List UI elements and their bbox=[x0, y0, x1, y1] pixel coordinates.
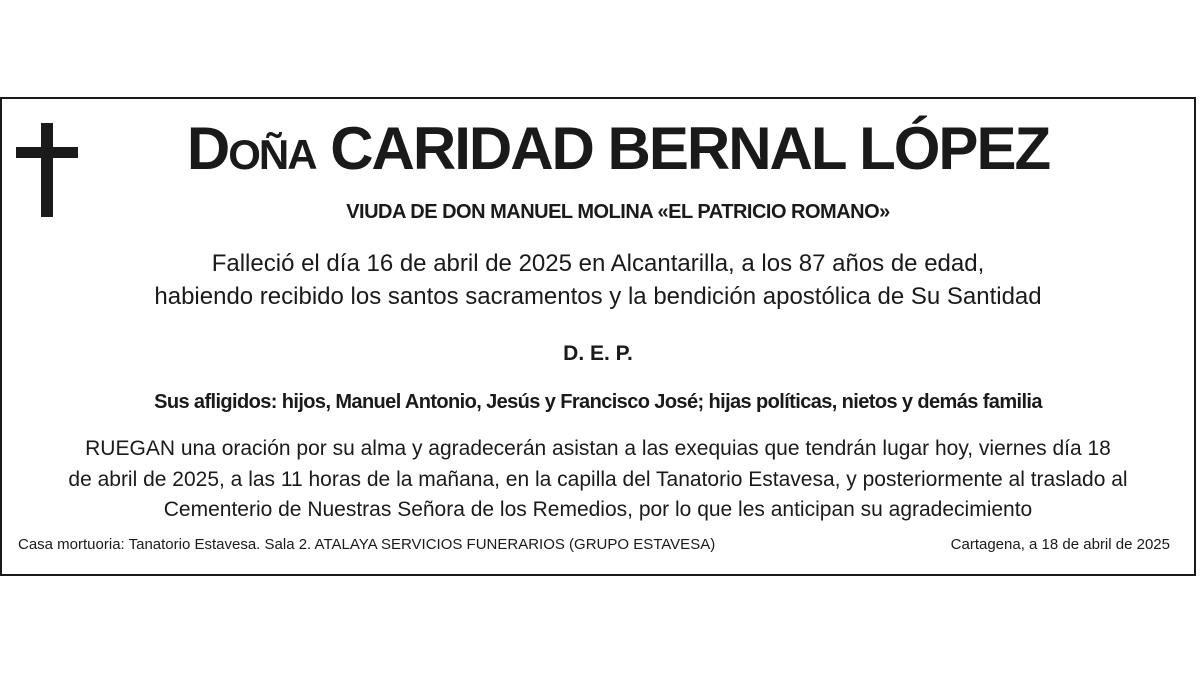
name-text: CARIDAD BERNAL LÓPEZ bbox=[330, 115, 1050, 182]
name-prefix: Doña bbox=[186, 115, 316, 182]
funeral-home-info: Casa mortuoria: Tanatorio Estavesa. Sala 2. ATALAYA SERVICIOS FUNERARIOS (GRUPO ESTAVESA) bbox=[18, 536, 716, 553]
rip-text: D. E. P. bbox=[563, 342, 633, 365]
death-line-2: habiendo recibido los santos sacramentos y la bendición apostólica de Su Santidad bbox=[154, 283, 1042, 310]
latin-cross-icon bbox=[16, 123, 78, 217]
deceased-name bbox=[82, 113, 1154, 185]
request-line-3: Cementerio de Nuestras Señora de los Remedios, por lo que les anticipan su agradecimiento bbox=[163, 498, 1033, 521]
request-line-2: de abril de 2025, a las 11 horas de la mañana, en la capilla del Tanatorio Estavesa, y posteriormente al traslado al bbox=[68, 467, 1128, 491]
family-mourners: Sus afligidos: hijos, Manuel Antonio, Jesús y Francisco José; hijas políticas, nietos y demás familia bbox=[154, 391, 1042, 413]
funeral-request bbox=[12, 434, 1184, 526]
death-line-1: Falleció el día 16 de abril de 2025 en Alcantarilla, a los 87 años de edad, bbox=[211, 250, 985, 277]
widow-subtitle: VIUDA DE DON MANUEL MOLINA «EL PATRICIO ROMANO» bbox=[346, 201, 890, 223]
request-line-1: RUEGAN una oración por su alma y agradecerán asistan a las exequias que tendrán lugar hoy, viernes día 18 bbox=[85, 437, 1111, 460]
death-announcement bbox=[12, 247, 1184, 313]
place-date: Cartagena, a 18 de abril de 2025 bbox=[950, 536, 1170, 553]
obituary-notice bbox=[0, 97, 1196, 576]
